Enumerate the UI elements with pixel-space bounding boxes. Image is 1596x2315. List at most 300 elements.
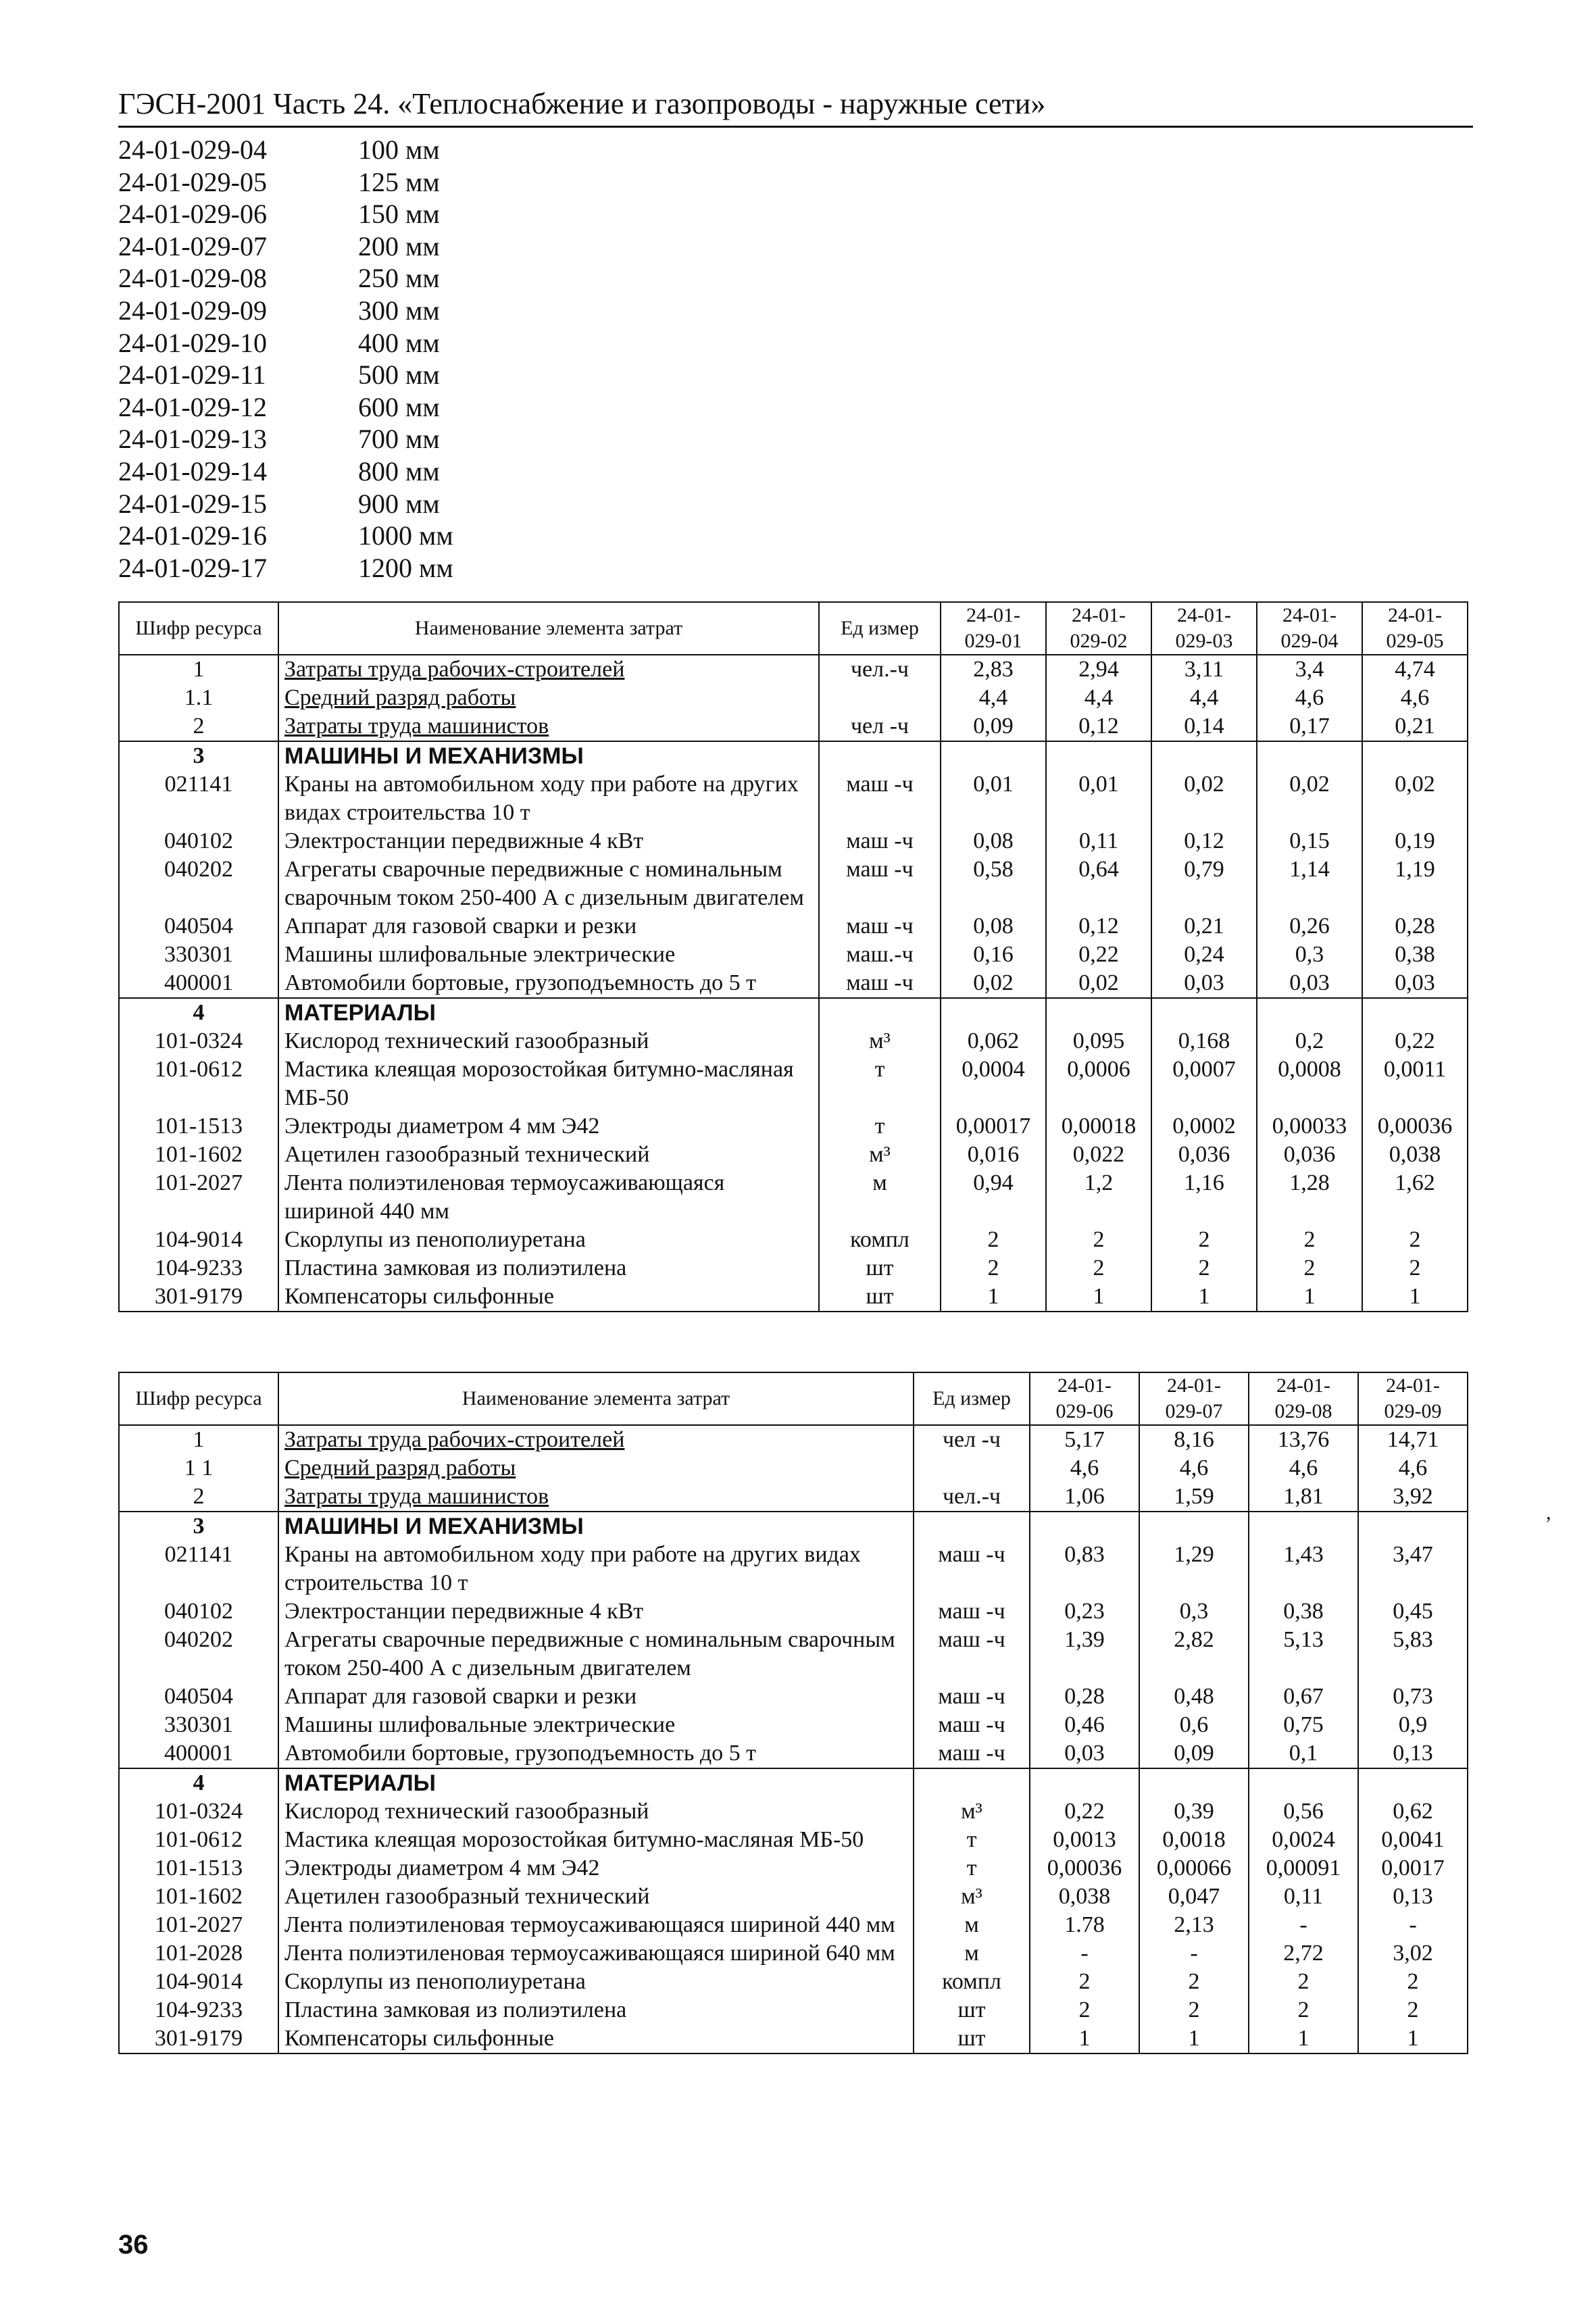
table-row [119, 1254, 1468, 1283]
table-row [119, 1169, 1468, 1226]
cost-element-name: Агрегаты сварочные передвижные с номинальным сварочным током 250-400 А с дизельным двигателем [278, 1626, 914, 1683]
value-cell: 0,38 [1362, 941, 1468, 969]
resource-code: 4 [119, 1768, 278, 1797]
table-row [119, 1597, 1468, 1626]
table-row [119, 1483, 1468, 1512]
code-row [118, 230, 453, 263]
value-cell: 1,39 [1030, 1626, 1139, 1683]
code-value: 24-01-029-09 [118, 295, 267, 326]
cost-element-name: Скорлупы из пенополиуретана [278, 1226, 819, 1254]
code-row [118, 455, 453, 488]
size-value: 1200 мм [358, 552, 453, 583]
cost-table-1 [118, 601, 1468, 1312]
value-cell: 0,22 [1362, 1027, 1468, 1055]
size-value: 250 мм [358, 263, 440, 294]
value-cell: 4,6 [1139, 1454, 1249, 1483]
column-header-name: Наименование элемента затрат [278, 602, 819, 655]
value-cell: 0,19 [1362, 827, 1468, 855]
resource-code: 2 [119, 1483, 278, 1512]
resource-code: 400001 [119, 1739, 278, 1768]
cost-element-name: Краны на автомобильном ходу при работе на других видах строительства 10 т [278, 1541, 914, 1597]
table-row [119, 1425, 1468, 1454]
column-header-norm-line: 029-06 [1055, 1400, 1114, 1422]
resource-code: 301-9179 [119, 2024, 278, 2053]
column-header-norm-line: 029-07 [1165, 1400, 1223, 1422]
unit-cell: т [914, 1854, 1030, 1883]
value-cell: 0,00017 [941, 1112, 1046, 1141]
value-cell: 0,22 [1046, 941, 1151, 969]
table-row [119, 655, 1468, 684]
code-row [118, 198, 453, 230]
value-cell: 1 [1139, 2024, 1249, 2053]
table-row [119, 1826, 1468, 1854]
value-cell: 0,0004 [941, 1055, 1046, 1112]
value-cell: 0,13 [1358, 1739, 1468, 1768]
value-cell: 3,4 [1257, 655, 1362, 684]
column-header-norm-line: 24-01- [1276, 1374, 1330, 1397]
column-header-norm-line: 029-02 [1070, 630, 1128, 652]
value-cell: 0,00066 [1139, 1854, 1249, 1883]
cost-element-name: Аппарат для газовой сварки и резки [278, 912, 819, 941]
cost-table-2 [118, 1372, 1468, 2054]
cost-element-name: Агрегаты сварочные передвижные с номинальным сварочным током 250-400 А с дизельным двигателем [278, 855, 819, 912]
resource-code: 104-9233 [119, 1996, 278, 2024]
value-cell: 0,016 [941, 1141, 1046, 1169]
column-header-norm-line: 24-01- [1386, 1374, 1440, 1397]
value-cell: 2 [1257, 1226, 1362, 1254]
value-cell: 3,02 [1358, 1939, 1468, 1968]
value-cell: 0,79 [1151, 855, 1257, 912]
code-value: 24-01-029-13 [118, 424, 267, 455]
value-cell: 0,67 [1249, 1683, 1358, 1711]
value-cell: 0,09 [1139, 1739, 1249, 1768]
value-cell: 1.78 [1030, 1911, 1139, 1939]
cost-element-name: Компенсаторы сильфонные [278, 1283, 819, 1312]
cost-element-name: Электроды диаметром 4 мм Э42 [278, 1112, 819, 1141]
value-cell: 0,3 [1139, 1597, 1249, 1626]
column-header-norm-line: 24-01- [1388, 604, 1442, 626]
value-cell: 14,71 [1358, 1425, 1468, 1454]
value-cell: 2 [1046, 1254, 1151, 1283]
value-cell: 0,02 [1257, 770, 1362, 827]
header-row [119, 1372, 1468, 1425]
value-cell: 2,94 [1046, 655, 1151, 684]
table-row [119, 1739, 1468, 1768]
unit-cell [914, 1454, 1030, 1483]
value-cell: 0,46 [1030, 1711, 1139, 1739]
code-value: 24-01-029-07 [118, 230, 267, 262]
table-row [119, 1854, 1468, 1883]
value-cell [1362, 998, 1468, 1027]
value-cell: 0,0007 [1151, 1055, 1257, 1112]
resource-code: 330301 [119, 1711, 278, 1739]
resource-code: 040202 [119, 855, 278, 912]
value-cell: 1 [941, 1283, 1046, 1312]
cost-element-name: МАШИНЫ И МЕХАНИЗМЫ [278, 741, 819, 770]
value-cell: 2 [1030, 1996, 1139, 2024]
resource-code: 040102 [119, 1597, 278, 1626]
value-cell: 2 [1257, 1254, 1362, 1283]
value-cell: 0,22 [1030, 1797, 1139, 1826]
value-cell [941, 741, 1046, 770]
table-row [119, 1027, 1468, 1055]
value-cell: 0,39 [1139, 1797, 1249, 1826]
code-row [118, 520, 453, 552]
value-cell: 2,82 [1139, 1626, 1249, 1683]
value-cell: 3,47 [1358, 1541, 1468, 1597]
value-cell: - [1358, 1911, 1468, 1939]
value-cell: 0,095 [1046, 1027, 1151, 1055]
cost-element-name: Лента полиэтиленовая термоусаживающаяся шириной 440 мм [278, 1911, 914, 1939]
size-value: 125 мм [358, 166, 440, 197]
value-cell: 0,14 [1151, 712, 1257, 741]
value-cell: 4,6 [1257, 684, 1362, 712]
cost-element-name: Компенсаторы сильфонные [278, 2024, 914, 2053]
resource-code: 1 [119, 1425, 278, 1454]
table-row [119, 712, 1468, 741]
code-row [118, 552, 453, 584]
value-cell: 0,0002 [1151, 1112, 1257, 1141]
unit-cell: чел.-ч [914, 1483, 1030, 1512]
value-cell: 0,168 [1151, 1027, 1257, 1055]
value-cell [1139, 1512, 1249, 1541]
cost-element-name: Кислород технический газообразный [278, 1797, 914, 1826]
table-row [119, 770, 1468, 827]
resource-code: 400001 [119, 969, 278, 998]
value-cell: 1 [1362, 1283, 1468, 1312]
resource-code: 040504 [119, 1683, 278, 1711]
value-cell: 0,11 [1249, 1883, 1358, 1911]
value-cell: 1,14 [1257, 855, 1362, 912]
resource-code: 040202 [119, 1626, 278, 1683]
value-cell [1139, 1768, 1249, 1797]
value-cell: 0,75 [1249, 1711, 1358, 1739]
value-cell: 1,19 [1362, 855, 1468, 912]
code-value: 24-01-029-11 [118, 359, 266, 391]
value-cell: 0,11 [1046, 827, 1151, 855]
resource-code: 3 [119, 741, 278, 770]
size-value: 100 мм [358, 134, 440, 165]
value-cell: 2 [1358, 1968, 1468, 1996]
value-cell: 0,00018 [1046, 1112, 1151, 1141]
value-cell: 0,0018 [1139, 1826, 1249, 1854]
value-cell: 1,06 [1030, 1483, 1139, 1512]
code-row [118, 359, 453, 391]
table-row [119, 912, 1468, 941]
value-cell: 0,038 [1362, 1141, 1468, 1169]
value-cell: 2 [1151, 1226, 1257, 1254]
cost-element-name: Скорлупы из пенополиуретана [278, 1968, 914, 1996]
column-header-norm [1249, 1372, 1358, 1425]
unit-cell: маш -ч [819, 827, 941, 855]
size-value: 150 мм [358, 199, 440, 230]
code-row [118, 262, 453, 295]
value-cell: 0,0011 [1362, 1055, 1468, 1112]
cost-element-name: Машины шлифовальные электрические [278, 1711, 914, 1739]
unit-cell: м³ [914, 1797, 1030, 1826]
cost-element-name: Ацетилен газообразный технический [278, 1141, 819, 1169]
value-cell: 0,15 [1257, 827, 1362, 855]
value-cell: 0,02 [1362, 770, 1468, 827]
value-cell [1030, 1768, 1139, 1797]
cost-element-name: Пластина замковая из полиэтилена [278, 1996, 914, 2024]
value-cell: 3,92 [1358, 1483, 1468, 1512]
column-header-norm-line: 029-08 [1274, 1400, 1332, 1422]
unit-cell: маш -ч [914, 1626, 1030, 1683]
table-row [119, 684, 1468, 712]
cost-element-name: Ацетилен газообразный технический [278, 1883, 914, 1911]
value-cell: 0,022 [1046, 1141, 1151, 1169]
value-cell: - [1030, 1939, 1139, 1968]
cost-element-name: Мастика клеящая морозостойкая битумно-масляная МБ-50 [278, 1826, 914, 1854]
value-cell: 0,64 [1046, 855, 1151, 912]
value-cell [1030, 1512, 1139, 1541]
column-header-norm-line: 24-01- [1167, 1374, 1221, 1397]
resource-code: 4 [119, 998, 278, 1027]
value-cell: 0,2 [1257, 1027, 1362, 1055]
code-row [118, 423, 453, 455]
table-row [119, 1055, 1468, 1112]
table-row [119, 1454, 1468, 1483]
cost-element-name: Затраты труда машинистов [278, 712, 819, 741]
value-cell: 1 [1257, 1283, 1362, 1312]
value-cell: 0,16 [941, 941, 1046, 969]
value-cell: 1 [1358, 2024, 1468, 2053]
value-cell: 0,21 [1151, 912, 1257, 941]
value-cell: 0,23 [1030, 1597, 1139, 1626]
value-cell: 4,6 [1358, 1454, 1468, 1483]
column-header-norm-line: 24-01- [1177, 604, 1231, 626]
column-header-norm [941, 602, 1046, 655]
code-row [118, 295, 453, 327]
value-cell: 0,28 [1362, 912, 1468, 941]
value-cell: 3,11 [1151, 655, 1257, 684]
unit-cell: шт [819, 1254, 941, 1283]
cost-element-name: Лента полиэтиленовая термоусаживающаяся шириной 440 мм [278, 1169, 819, 1226]
value-cell: 0,94 [941, 1169, 1046, 1226]
table-row [119, 1226, 1468, 1254]
value-cell: 5,13 [1249, 1626, 1358, 1683]
value-cell: 0,21 [1362, 712, 1468, 741]
value-cell: 8,16 [1139, 1425, 1249, 1454]
unit-cell: чел -ч [819, 712, 941, 741]
resource-code: 101-0324 [119, 1797, 278, 1826]
value-cell: 2 [941, 1226, 1046, 1254]
resource-code: 101-1602 [119, 1141, 278, 1169]
column-header-norm [1358, 1372, 1468, 1425]
code-row [118, 327, 453, 359]
value-cell: 2 [1030, 1968, 1139, 1996]
value-cell: 0,48 [1139, 1683, 1249, 1711]
unit-cell: чел.-ч [819, 655, 941, 684]
table-row [119, 1996, 1468, 2024]
size-value: 600 мм [358, 391, 440, 422]
column-header-norm-line: 029-04 [1280, 630, 1339, 652]
unit-cell: шт [914, 1996, 1030, 2024]
unit-cell: т [819, 1112, 941, 1141]
column-header-norm-line: 24-01- [1057, 1374, 1112, 1397]
size-value: 300 мм [358, 295, 440, 326]
value-cell: 2 [1249, 1996, 1358, 2024]
column-header-norm-line: 24-01- [966, 604, 1020, 626]
table-row [119, 1968, 1468, 1996]
table-row [119, 941, 1468, 969]
unit-cell: маш -ч [914, 1683, 1030, 1711]
code-row [118, 134, 453, 166]
value-cell: 0,73 [1358, 1683, 1468, 1711]
value-cell: 0,83 [1030, 1541, 1139, 1597]
resource-code: 1.1 [119, 684, 278, 712]
section-row [119, 1512, 1468, 1541]
size-value: 900 мм [358, 488, 440, 519]
column-header-norm [1046, 602, 1151, 655]
resource-code: 1 1 [119, 1454, 278, 1483]
stray-mark: , [1546, 1501, 1551, 1524]
size-value: 400 мм [358, 327, 440, 358]
resource-code: 040504 [119, 912, 278, 941]
code-value: 24-01-029-10 [118, 327, 267, 358]
size-value: 500 мм [358, 359, 440, 391]
value-cell: 2,83 [941, 655, 1046, 684]
value-cell: 0,062 [941, 1027, 1046, 1055]
cost-element-name: МАШИНЫ И МЕХАНИЗМЫ [278, 1512, 914, 1541]
resource-code: 101-0324 [119, 1027, 278, 1055]
unit-cell: м [914, 1911, 1030, 1939]
cost-element-name: Затраты труда машинистов [278, 1483, 914, 1512]
value-cell: 1,81 [1249, 1483, 1358, 1512]
value-cell: 4,4 [1046, 684, 1151, 712]
resource-code: 104-9233 [119, 1254, 278, 1283]
cost-element-name: Мастика клеящая морозостойкая битумно-масляная МБ-50 [278, 1055, 819, 1112]
value-cell: 0,00036 [1362, 1112, 1468, 1141]
value-cell: 2 [1139, 1996, 1249, 2024]
table-row [119, 1797, 1468, 1826]
column-header-code: Шифр ресурса [119, 1372, 278, 1425]
resource-code: 101-2028 [119, 1939, 278, 1968]
value-cell: 0,9 [1358, 1711, 1468, 1739]
value-cell: 2 [1362, 1226, 1468, 1254]
value-cell: 1,28 [1257, 1169, 1362, 1226]
value-cell: 5,17 [1030, 1425, 1139, 1454]
value-cell: 0,09 [941, 712, 1046, 741]
value-cell: 0,00033 [1257, 1112, 1362, 1141]
value-cell: 0,12 [1046, 712, 1151, 741]
table-row [119, 1141, 1468, 1169]
value-cell: 0,56 [1249, 1797, 1358, 1826]
unit-cell: м³ [819, 1141, 941, 1169]
value-cell: 2 [1046, 1226, 1151, 1254]
value-cell: 0,0041 [1358, 1826, 1468, 1854]
column-header-norm-line: 029-03 [1175, 630, 1233, 652]
value-cell: 2 [1362, 1254, 1468, 1283]
value-cell: 0,0013 [1030, 1826, 1139, 1854]
table-row [119, 1283, 1468, 1312]
resource-code: 021141 [119, 770, 278, 827]
size-value: 800 мм [358, 455, 440, 487]
size-value: 700 мм [358, 424, 440, 455]
value-cell: 0,6 [1139, 1711, 1249, 1739]
value-cell: 0,1 [1249, 1739, 1358, 1768]
code-value: 24-01-029-14 [118, 455, 267, 487]
value-cell: 2 [1358, 1996, 1468, 2024]
unit-cell: компл [914, 1968, 1030, 1996]
table-row [119, 1883, 1468, 1911]
value-cell: 0,12 [1151, 827, 1257, 855]
cost-element-name: Машины шлифовальные электрические [278, 941, 819, 969]
value-cell: 0,24 [1151, 941, 1257, 969]
column-header-norm-line: 24-01- [1072, 604, 1126, 626]
column-header-norm-line: 029-09 [1384, 1400, 1442, 1422]
cost-element-name: Средний разряд работы [278, 1454, 914, 1483]
value-cell: 0,01 [941, 770, 1046, 827]
value-cell [1257, 998, 1362, 1027]
unit-cell: шт [914, 2024, 1030, 2053]
value-cell: 0,58 [941, 855, 1046, 912]
value-cell: 1,2 [1046, 1169, 1151, 1226]
value-cell: 0,0017 [1358, 1854, 1468, 1883]
resource-code: 101-2027 [119, 1911, 278, 1939]
value-cell: 0,036 [1257, 1141, 1362, 1169]
cost-element-name: Пластина замковая из полиэтилена [278, 1254, 819, 1283]
cost-element-name: Электростанции передвижные 4 кВт [278, 1597, 914, 1626]
unit-cell [914, 1768, 1030, 1797]
value-cell: 2 [941, 1254, 1046, 1283]
table-row [119, 1626, 1468, 1683]
value-cell: - [1139, 1939, 1249, 1968]
cost-element-name: Электростанции передвижные 4 кВт [278, 827, 819, 855]
resource-code: 040102 [119, 827, 278, 855]
value-cell: 0,13 [1358, 1883, 1468, 1911]
size-value: 1000 мм [358, 520, 453, 551]
value-cell: 0,01 [1046, 770, 1151, 827]
column-header-norm [1362, 602, 1468, 655]
value-cell: 1,43 [1249, 1541, 1358, 1597]
value-cell: 0,03 [1151, 969, 1257, 998]
column-header-norm-line: 029-05 [1386, 630, 1444, 652]
code-value: 24-01-029-06 [118, 199, 267, 230]
value-cell: 13,76 [1249, 1425, 1358, 1454]
value-cell: 2 [1249, 1968, 1358, 1996]
cost-element-name: Средний разряд работы [278, 684, 819, 712]
header-row [119, 602, 1468, 655]
unit-cell: маш.-ч [819, 941, 941, 969]
unit-cell [819, 684, 941, 712]
value-cell: 0,08 [941, 827, 1046, 855]
value-cell: 0,02 [1046, 969, 1151, 998]
table-row [119, 855, 1468, 912]
code-value: 24-01-029-05 [118, 166, 267, 197]
cost-element-name: Электроды диаметром 4 мм Э42 [278, 1854, 914, 1883]
section-row [119, 741, 1468, 770]
column-header-unit: Ед измер [914, 1372, 1030, 1425]
value-cell: 1 [1249, 2024, 1358, 2053]
unit-cell: чел -ч [914, 1425, 1030, 1454]
table-row [119, 1939, 1468, 1968]
unit-cell: маш -ч [819, 969, 941, 998]
value-cell: 4,6 [1362, 684, 1468, 712]
value-cell: 0,28 [1030, 1683, 1139, 1711]
cost-element-name: Автомобили бортовые, грузоподъемность до 5 т [278, 1739, 914, 1768]
value-cell: 1,29 [1139, 1541, 1249, 1597]
resource-code: 021141 [119, 1541, 278, 1597]
code-value: 24-01-029-15 [118, 488, 267, 519]
value-cell [1151, 741, 1257, 770]
value-cell: 4,6 [1030, 1454, 1139, 1483]
cost-element-name: Автомобили бортовые, грузоподъемность до 5 т [278, 969, 819, 998]
value-cell: 0,036 [1151, 1141, 1257, 1169]
column-header-norm-line: 24-01- [1282, 604, 1337, 626]
table-row [119, 1541, 1468, 1597]
